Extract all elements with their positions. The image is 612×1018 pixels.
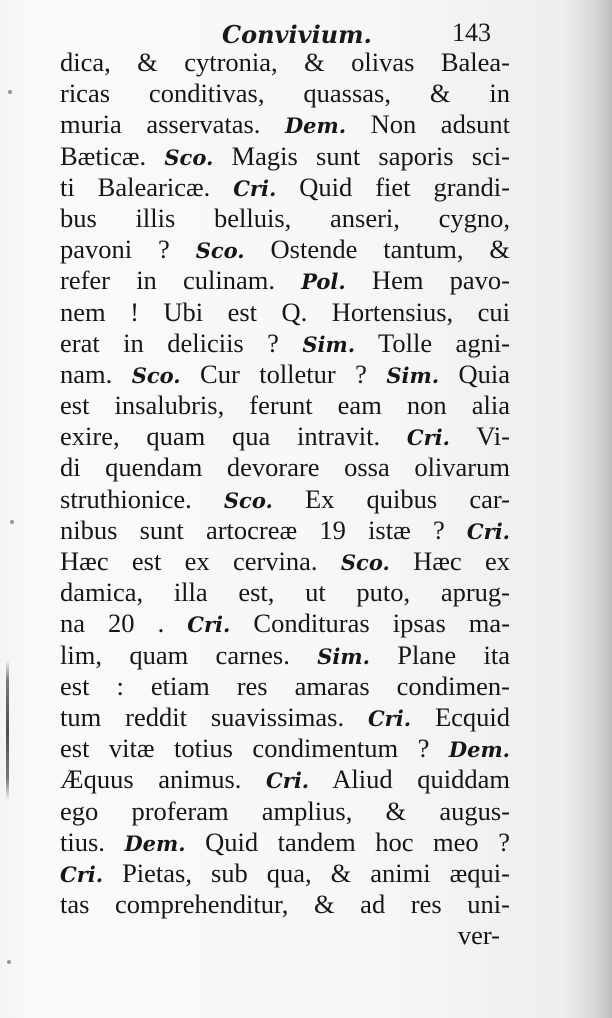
line-text: Ostende tantum, &: [244, 234, 510, 265]
line-text: Bæticæ.: [60, 140, 165, 171]
line-text: lim, quam carnes.: [60, 639, 318, 670]
text-line: [60, 234, 510, 265]
line-text: tius.: [60, 826, 125, 857]
line-text: tas comprehenditur, & ad res uni-: [60, 889, 510, 920]
line-text: Hæc ex: [389, 546, 510, 576]
text-line: [60, 858, 510, 889]
line-text: muria asservatas.: [60, 109, 285, 140]
text-line: [60, 827, 510, 858]
header-title: Convivium.: [222, 20, 372, 49]
speaker-abbreviation: Cri.: [233, 175, 277, 201]
text-line: [60, 577, 510, 608]
line-text: nam.: [60, 358, 132, 389]
line-text: ti Balearicæ.: [60, 171, 234, 202]
line-text: Aliud quiddam: [309, 764, 510, 795]
line-text: dica, & cytronia, & olivas Balea-: [60, 47, 510, 77]
text-line: [60, 546, 510, 577]
text-line: [60, 608, 510, 639]
line-text: refer in culinam.: [60, 265, 302, 296]
text-line: [60, 920, 510, 951]
line-text: est insalubris, ferunt eam non alia: [60, 390, 510, 421]
speaker-abbreviation: Cri.: [60, 861, 104, 887]
line-text: Quid fiet grandi-: [276, 171, 510, 202]
speaker-abbreviation: Cri.: [367, 705, 412, 731]
line-text: exire, quam qua intravit.: [60, 421, 407, 452]
running-head: [0, 14, 612, 50]
text-line: [60, 764, 510, 795]
edge-speck: [8, 90, 12, 94]
binding-edge-mark: [6, 660, 9, 800]
line-text: ego proferam amplius, & augus-: [60, 795, 510, 826]
speaker-abbreviation: Cri.: [187, 612, 231, 638]
text-line: [60, 47, 510, 78]
line-text: Tolle agni-: [355, 327, 511, 358]
line-text: Hem pavo-: [345, 265, 510, 296]
text-line: [60, 78, 510, 109]
speaker-abbreviation: Pol.: [301, 269, 346, 295]
speaker-abbreviation: Sim.: [302, 331, 356, 357]
line-text: Cur tolletur ?: [180, 358, 387, 389]
line-text: pavoni ?: [60, 234, 196, 265]
text-line: [60, 141, 510, 172]
line-text: nibus sunt artocreæ 19 istæ ?: [60, 514, 467, 545]
line-text: na 20 .: [60, 608, 188, 639]
line-text: Vi-: [449, 421, 510, 452]
line-text: Hæc est ex cervina.: [60, 546, 341, 576]
speaker-abbreviation: Sco.: [340, 550, 390, 575]
line-text: erat in deliciis ?: [60, 327, 303, 358]
body-text: [60, 47, 510, 951]
edge-speck: [7, 960, 11, 964]
speaker-abbreviation: Dem.: [124, 830, 186, 856]
page-number: 143: [452, 18, 491, 47]
text-line: [60, 109, 510, 140]
speaker-abbreviation: Sim.: [317, 643, 370, 669]
speaker-abbreviation: Sim.: [386, 362, 440, 388]
line-text: est : etiam res amaras condimen-: [60, 670, 510, 701]
speaker-abbreviation: Sco.: [164, 144, 214, 170]
line-text: nem ! Ubi est Q. Hortensius, cui: [60, 296, 510, 327]
text-line: [60, 671, 510, 702]
speaker-abbreviation: Sco.: [195, 238, 245, 264]
text-line: [60, 172, 510, 203]
text-line: [60, 390, 510, 421]
line-text: di quendam devorare ossa olivarum: [60, 452, 510, 483]
line-text: tum reddit suavissimas.: [60, 701, 368, 732]
speaker-abbreviation: Dem.: [284, 113, 347, 139]
speaker-abbreviation: Cri.: [266, 768, 310, 794]
text-line: [60, 328, 510, 359]
text-line: [60, 796, 510, 827]
line-text: Ecquid: [411, 701, 511, 732]
text-line: [60, 452, 510, 483]
text-line: [60, 265, 510, 296]
text-line: [60, 640, 510, 671]
line-text: bus illis belluis, anseri, cygno,: [60, 202, 510, 233]
line-text: Non adsunt: [346, 109, 510, 140]
text-line: [60, 702, 510, 733]
text-line: [60, 297, 510, 328]
text-line: [60, 515, 510, 546]
line-text: Condituras ipsas ma-: [230, 608, 510, 639]
line-text: ricas conditivas, quassas, & in: [60, 78, 510, 109]
line-text: Æquus animus.: [60, 764, 267, 795]
text-line: [60, 203, 510, 234]
edge-speck: [10, 520, 14, 524]
line-text: struthionice.: [60, 483, 224, 514]
line-text: Plane ita: [369, 639, 510, 670]
text-line: [60, 889, 510, 920]
text-line: [60, 359, 510, 390]
line-text: est vitæ totius condimentum ?: [60, 733, 449, 764]
line-text: Quia: [439, 358, 511, 389]
line-text: damica, illa est, ut puto, aprug-: [60, 577, 510, 608]
text-line: [60, 733, 510, 764]
speaker-abbreviation: Dem.: [448, 737, 510, 763]
speaker-abbreviation: Sco.: [131, 362, 181, 388]
line-text: Pietas, sub qua, & animi æqui-: [103, 857, 510, 888]
speaker-abbreviation: Cri.: [406, 425, 450, 451]
speaker-abbreviation: Cri.: [466, 518, 510, 544]
speaker-abbreviation: Sco.: [223, 487, 273, 513]
text-line: [60, 484, 510, 515]
line-text: Ex quibus car-: [272, 483, 510, 514]
line-text: Quid tandem hoc meo ?: [185, 826, 510, 857]
line-text: ver-: [457, 920, 500, 951]
text-line: [60, 421, 510, 452]
line-text: Magis sunt saporis sci-: [213, 140, 511, 171]
